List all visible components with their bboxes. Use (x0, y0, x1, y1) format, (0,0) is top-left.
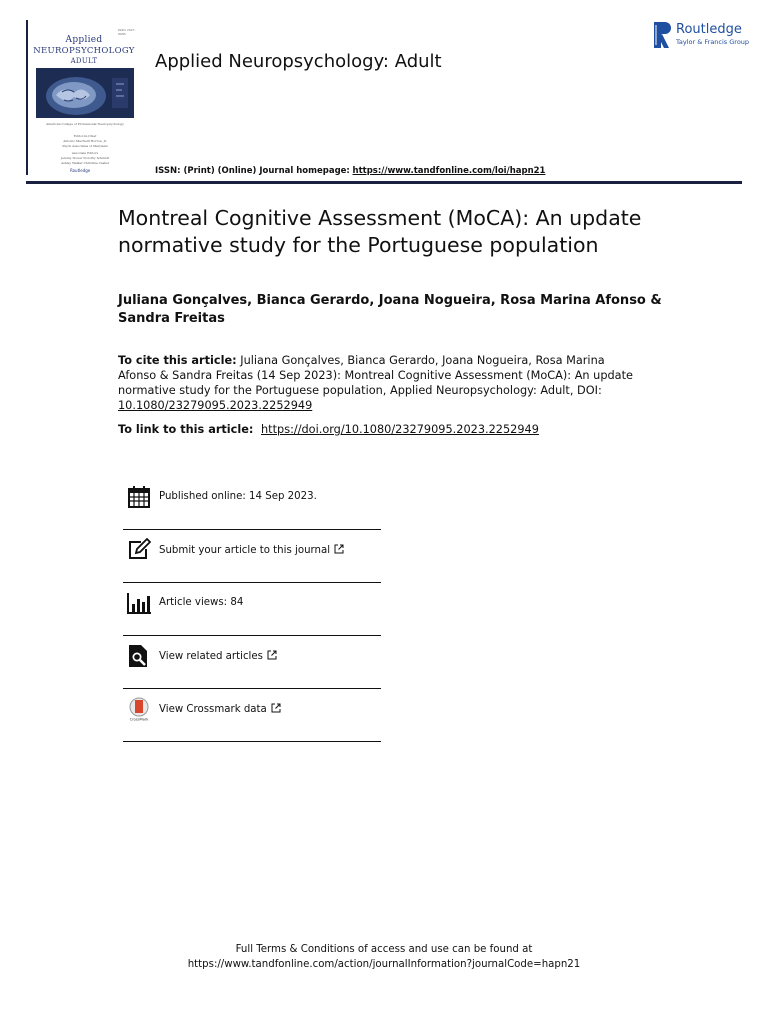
cite-text: Juliana Gonçalves, Bianca Gerardo, Joana Nogueira, Rosa Marina Afonso & Sandra Freitas (14 Sep 2023): Montreal Cognitive Assessment (MoCA): An update normative study for the Portuguese population, Applied Neuropsychology: Adult, DOI: (118, 354, 633, 397)
calendar-icon (127, 485, 151, 509)
issn-label: ISSN: (Print) (Online) Journal homepage: (155, 166, 350, 176)
cover-publisher-logo: Routledge (70, 168, 91, 173)
article-title: Montreal Cognitive Assessment (MoCA): An update normative study for the Portuguese population (118, 206, 642, 257)
publisher-subtitle: Taylor & Francis Group (676, 38, 750, 46)
crossmark-label: View Crossmark data (159, 704, 267, 715)
footer-line1: Full Terms & Conditions of access and use can be found at (235, 944, 533, 955)
link-label: To link to this article: (118, 423, 254, 436)
issn-line (155, 166, 545, 176)
external-link-icon (271, 703, 281, 713)
cover-title-line1: Applied (65, 35, 103, 45)
cover-title-line3: ADULT (70, 57, 98, 65)
publisher-name: Routledge (676, 22, 742, 37)
crossmark-link[interactable] (159, 703, 281, 715)
related-articles-label: View related articles (159, 651, 263, 662)
cover-assoc-line1: Associate Editors (71, 151, 99, 155)
journal-cover-thumbnail[interactable] (26, 20, 140, 175)
search-document-icon (127, 644, 151, 668)
article-info-list (123, 477, 381, 742)
cover-issn-text: ISSN 2327-9095 (118, 28, 136, 36)
terms-footer (0, 942, 768, 972)
edit-icon (127, 538, 151, 562)
cover-title-line2: NEUROPSYCHOLOGY (33, 46, 135, 56)
cite-doi-link[interactable]: 10.1080/23279095.2023.2252949 (118, 399, 313, 412)
document-header (0, 0, 768, 190)
related-articles-link[interactable] (159, 650, 277, 662)
info-item-crossmark[interactable] (123, 689, 381, 742)
citation-block (118, 353, 638, 413)
footer-terms-link[interactable]: https://www.tandfonline.com/action/journalInformation?journalCode=hapn21 (187, 959, 581, 970)
info-item-related[interactable] (123, 636, 381, 689)
crossmark-icon (127, 697, 151, 721)
routledge-r-icon (654, 22, 671, 48)
published-date-text: Published online: 14 Sep 2023. (159, 491, 317, 502)
cover-brain-image (36, 68, 134, 118)
cite-label: To cite this article: (118, 354, 237, 367)
cover-editor-line2: Antonio MacNeill Horton, Jr. (63, 139, 107, 143)
publisher-logo[interactable] (654, 22, 749, 50)
cover-assoc-line3: Ashley Walker Christine Cashel (61, 161, 109, 165)
cover-org-line: American College of Professional Neuropsychology (46, 122, 124, 126)
bar-chart-icon (127, 591, 151, 615)
article-views-text: Article views: 84 (159, 597, 244, 608)
article-authors: Juliana Gonçalves, Bianca Gerardo, Joana Nogueira, Rosa Marina Afonso & Sandra Freitas (118, 293, 662, 326)
article-doi-link[interactable]: https://doi.org/10.1080/23279095.2023.2252949 (261, 423, 539, 436)
cover-editor-line1: Editor-in-Chief (73, 134, 97, 138)
info-item-views (123, 583, 381, 636)
cover-assoc-line2: Jeremy Stover Dorothy Schmidt (60, 156, 110, 160)
article-link-line (118, 423, 539, 436)
info-item-published (123, 477, 381, 530)
header-divider (26, 181, 742, 184)
journal-homepage-link[interactable]: https://www.tandfonline.com/loi/hapn21 (352, 166, 546, 176)
external-link-icon (334, 544, 344, 554)
info-item-submit[interactable] (123, 530, 381, 583)
cover-editor-line3: Psych Associates of Maryland (62, 144, 108, 148)
submit-article-link[interactable] (159, 544, 344, 556)
external-link-icon (267, 650, 277, 660)
journal-title[interactable]: Applied Neuropsychology: Adult (155, 51, 442, 72)
crossmark-badge-text: CrossMark (129, 717, 149, 721)
submit-article-label: Submit your article to this journal (159, 545, 331, 556)
